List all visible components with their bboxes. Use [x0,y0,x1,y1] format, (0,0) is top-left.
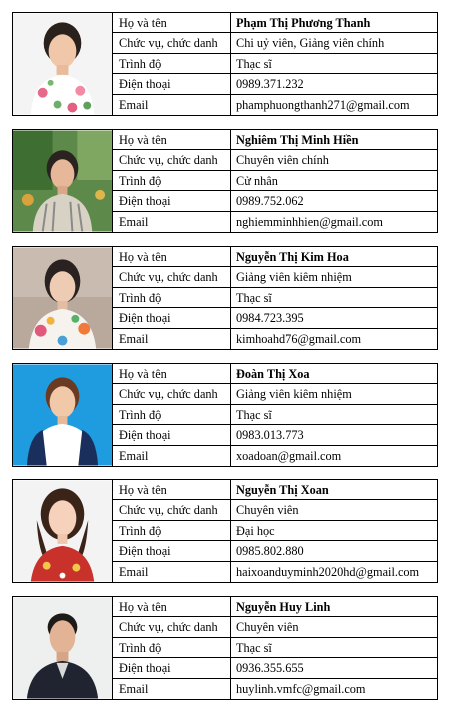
portrait-woman-outdoors-garden-icon [13,130,112,232]
portrait-photo [13,364,113,466]
portrait-woman-red-dress-icon [13,480,112,582]
value-email[interactable]: phamphuongthanh271@gmail.com [236,97,410,112]
value-position: Giảng viên kiêm nhiệm [236,387,352,402]
staff-card [12,596,438,700]
value-degree: Thạc sĩ [236,290,272,305]
info-table [113,364,437,466]
value-degree: Thạc sĩ [236,56,272,71]
label-position: Chức vụ, chức danh [113,150,231,169]
value-name: Nguyễn Thị Xoan [236,483,329,497]
value-position: Giảng viên kiêm nhiệm [236,270,352,285]
value-degree: Cử nhân [236,173,278,188]
label-name: Họ và tên [113,247,231,266]
value-name: Phạm Thị Phương Thanh [236,16,371,30]
info-table [113,247,437,349]
label-email: Email [113,329,231,349]
info-table [113,597,437,699]
label-email: Email [113,95,231,115]
portrait-man-dark-jacket-icon [13,597,112,699]
value-position: Chuyên viên [236,620,299,635]
value-position: Chuyên viên chính [236,153,329,168]
value-email[interactable]: kimhoahd76@gmail.com [236,331,362,346]
label-position: Chức vụ, chức danh [113,384,231,403]
label-degree: Trình độ [113,638,231,657]
label-email: Email [113,446,231,466]
label-phone: Điện thoại [113,425,231,444]
value-phone: 0985.802.880 [236,544,304,559]
value-name: Nghiêm Thị Minh Hiền [236,133,359,147]
value-degree: Thạc sĩ [236,407,272,422]
value-email[interactable]: haixoanduyminh2020hd@gmail.com [236,564,420,579]
staff-card [12,479,438,583]
value-position: Chuyên viên [236,503,299,518]
label-position: Chức vụ, chức danh [113,617,231,636]
label-phone: Điện thoại [113,658,231,677]
label-phone: Điện thoại [113,308,231,327]
staff-card [12,246,438,350]
value-phone: 0983.013.773 [236,428,304,443]
label-position: Chức vụ, chức danh [113,33,231,52]
label-phone: Điện thoại [113,191,231,210]
value-name: Nguyễn Huy Linh [236,600,331,614]
staff-card [12,363,438,467]
portrait-woman-blue-background-icon [13,364,112,466]
value-phone: 0989.371.232 [236,77,304,92]
label-name: Họ và tên [113,364,231,383]
label-position: Chức vụ, chức danh [113,267,231,286]
label-name: Họ và tên [113,130,231,149]
portrait-photo [13,130,113,232]
label-email: Email [113,679,231,699]
value-email[interactable]: huylinh.vmfc@gmail.com [236,681,366,696]
label-phone: Điện thoại [113,541,231,560]
value-name: Nguyễn Thị Kim Hoa [236,250,349,264]
value-phone: 0984.723.395 [236,311,304,326]
value-degree: Thạc sĩ [236,640,272,655]
label-email: Email [113,212,231,232]
label-degree: Trình độ [113,288,231,307]
label-degree: Trình độ [113,405,231,424]
value-phone: 0936.355.655 [236,661,304,676]
label-phone: Điện thoại [113,74,231,93]
label-degree: Trình độ [113,521,231,540]
portrait-woman-floral-blouse-icon [13,247,112,349]
label-degree: Trình độ [113,171,231,190]
label-email: Email [113,562,231,582]
label-name: Họ và tên [113,480,231,499]
label-name: Họ và tên [113,597,231,616]
value-name: Đoàn Thị Xoa [236,367,310,381]
value-email[interactable]: nghiemminhhien@gmail.com [236,214,383,229]
portrait-photo [13,480,113,582]
info-table [113,13,437,115]
label-name: Họ và tên [113,13,231,32]
portrait-photo [13,597,113,699]
value-phone: 0989.752.062 [236,194,304,209]
portrait-photo [13,247,113,349]
label-position: Chức vụ, chức danh [113,500,231,519]
value-degree: Đại học [236,523,275,538]
value-email[interactable]: xoadoan@gmail.com [236,448,342,463]
portrait-photo [13,13,113,115]
portrait-woman-floral-shirt-icon [13,13,112,115]
info-table [113,130,437,232]
staff-card [12,12,438,116]
label-degree: Trình độ [113,54,231,73]
staff-card [12,129,438,233]
value-position: Chi uỷ viên, Giảng viên chính [236,36,385,51]
info-table [113,480,437,582]
